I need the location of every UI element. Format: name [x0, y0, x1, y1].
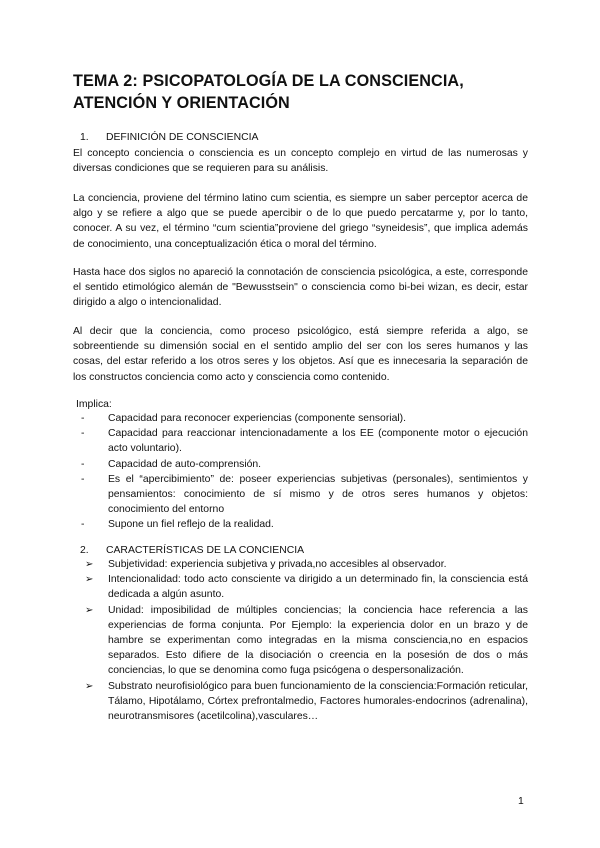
implica-label: Implica:	[76, 399, 112, 410]
paragraph-2: La conciencia, proviene del término latino cum scientia, es siempre un saber perceptor acerca de algo y se refiere a algo que se puede apercibir o de lo que puedo percatarme y, por lo tanto, conocer. A su vez, el término “cum scientia”proviene del griego “syneidesis”, que implica además de conocimiento, una conceptualización ética o moral del término.	[73, 193, 528, 250]
paragraph-1: El concepto conciencia o consciencia es un concepto complejo en virtud de las numerosas y diversas condiciones que se requieren para su análisis.	[73, 148, 528, 175]
paragraph-4: Al decir que la conciencia, como proceso psicológico, está siempre referida a algo, se sobreentiende su dimensión social en el sentido amplio del ser con los seres humanos y las cosas, del estar referido a los otros seres y los objetos. Así que es innecesaria la separación de los constructos conciencia como acto y consciencia como contenido.	[73, 326, 528, 383]
characteristics-list	[85, 557, 528, 724]
list-item: - Capacidad para reaccionar intencionadamente a los EE (componente motor o ejecución acto voluntario).	[81, 428, 528, 455]
list-item: ➢ Intencionalidad: todo acto consciente va dirigido a un determinado fin, la consciencia está dedicada a algún asunto.	[85, 574, 528, 601]
list-item: - Supone un fiel reflejo de la realidad.	[108, 517, 528, 532]
section-1-heading: DEFINICIÓN DE CONSCIENCIA	[106, 132, 259, 143]
list-item: ➢ Unidad: imposibilidad de múltiples conciencias; la conciencia hace referencia a las experiencias de forma conjunta. Por Ejemplo: la experiencia dolor en un brazo y de hambre se experimentan como integradas en la misma consciencia,no en espacios separados. Esto difiere de la disociación o creencia en la posesión de dos o más conciencias, lo que se denomina como fuga psicógena o despersonalización.	[85, 604, 528, 677]
implica-list	[81, 411, 528, 533]
list-item: ➢ Subjetividad: experiencia subjetiva y privada,no accesibles al observador.	[108, 557, 528, 572]
section-2-heading: CARACTERÍSTICAS DE LA CONCIENCIA	[106, 545, 305, 556]
arrow-bullet-icon: ➢	[85, 680, 94, 692]
arrow-bullet-icon: ➢	[85, 604, 94, 616]
dash-bullet: -	[81, 519, 85, 531]
section-2-number: 2.	[80, 545, 89, 556]
list-item: - Capacidad para reconocer experiencias (componente sensorial).	[108, 411, 528, 426]
paragraph-3: Hasta hace dos siglos no apareció la connotación de consciencia psicológica, a este, corresponde el sentido etimológico alemán de "Bewusstsein" o consciencia como bi-bei wizan, es decir, estar dirigido a algo o intencionalidad.	[73, 267, 528, 309]
arrow-bullet-icon: ➢	[85, 574, 94, 586]
page-number: 1	[518, 796, 524, 807]
dash-bullet: -	[81, 428, 85, 440]
dash-bullet: -	[81, 473, 85, 485]
dash-bullet: -	[81, 413, 85, 424]
list-item: ➢ Substrato neurofisiológico para buen funcionamiento de la consciencia:Formación reticular, Tálamo, Hipotálamo, Córtex prefrontalmedio, Factores humorales-endocrinos (adrenalina), neurotransmisores (acetilcolina),vasculares…	[85, 680, 528, 723]
section-1-number: 1.	[80, 132, 89, 143]
arrow-bullet-icon: ➢	[85, 559, 94, 570]
dash-bullet: -	[81, 458, 85, 470]
list-item: - Capacidad de auto-comprensión.	[108, 457, 528, 472]
page-title: TEMA 2: PSICOPATOLOGÍA DE LA CONSCIENCIA, ATENCIÓN Y ORIENTACIÓN	[73, 72, 464, 112]
list-item: - Es el “apercibimiento” de: poseer experiencias subjetivas (personales), sentimientos y pensamientos: conocimiento de sí mismo y de otros seres humanos y objetos: conocimiento del entorno	[81, 473, 528, 516]
